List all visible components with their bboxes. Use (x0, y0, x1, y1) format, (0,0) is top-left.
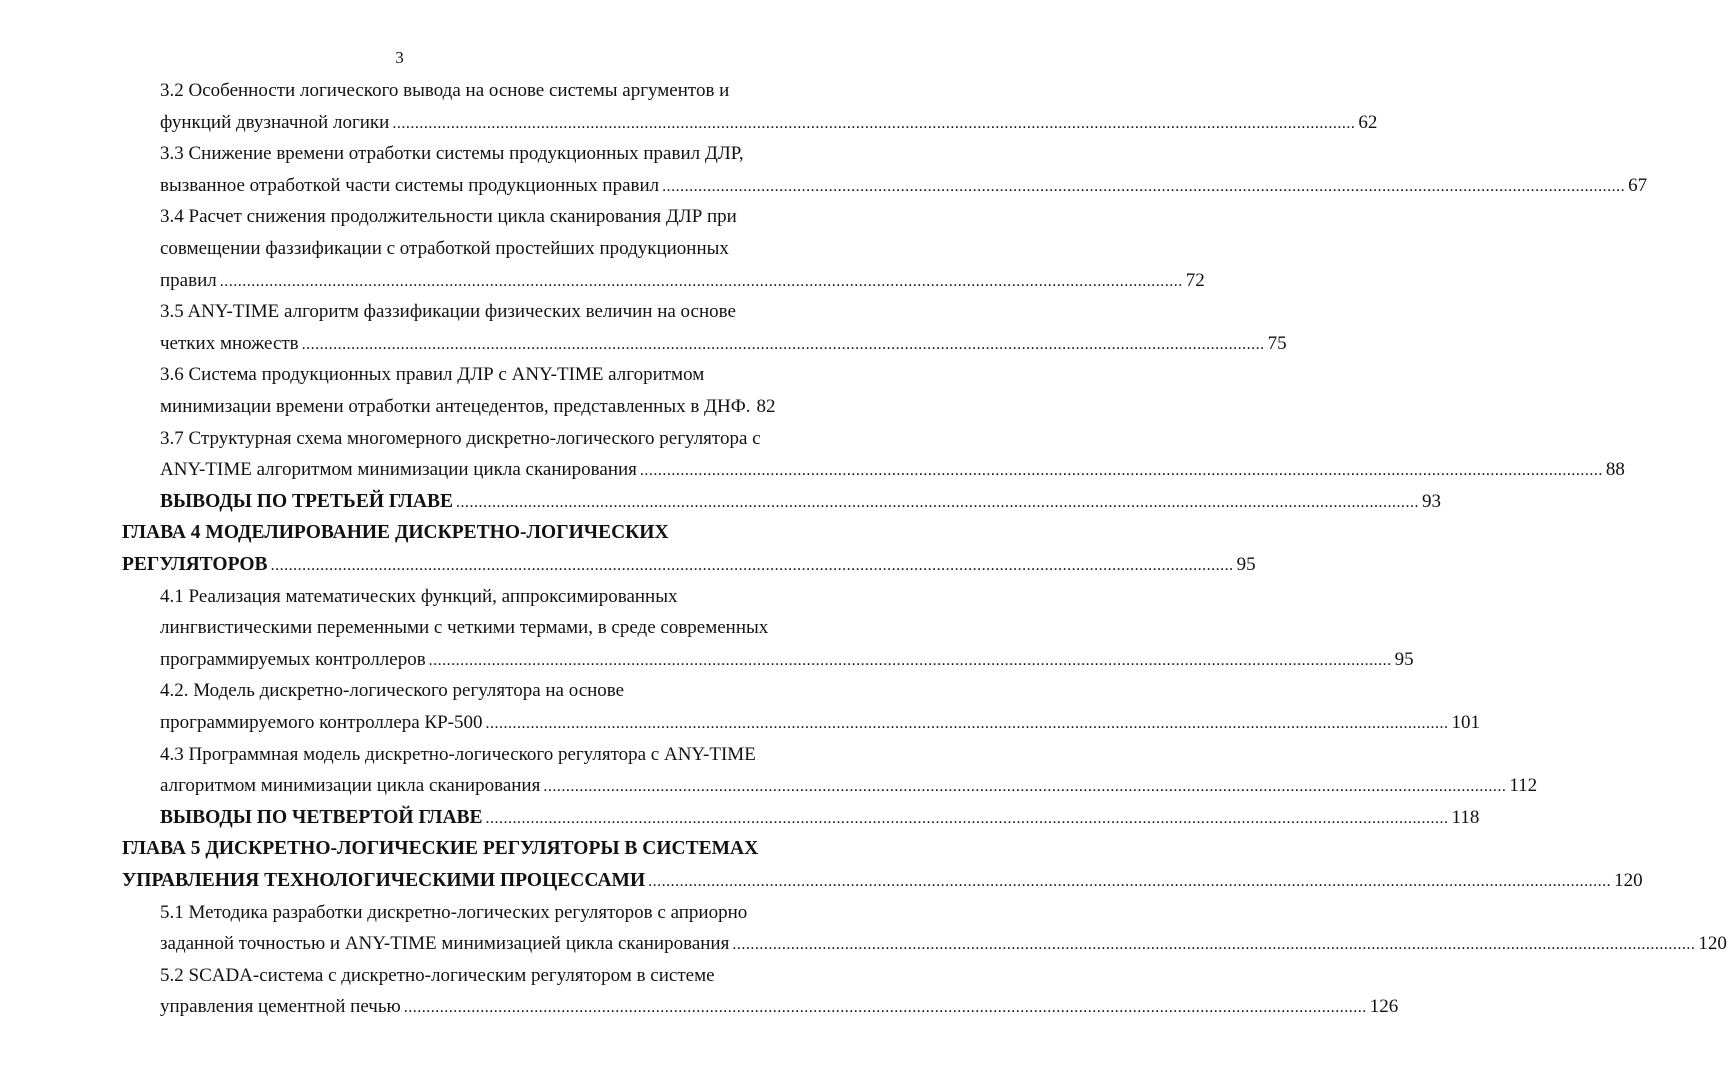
toc-entry-title: программируемых контроллеров (160, 649, 426, 670)
toc-page-number: 88 (1605, 459, 1625, 480)
toc-dot-leader: ...................................................................................................................................................................................................................... (639, 462, 1603, 479)
toc-entry-title: ВЫВОДЫ ПО ЧЕТВЕРТОЙ ГЛАВЕ (160, 807, 483, 828)
toc-dot-leader: ...................................................................................................................................................................................................................... (301, 336, 1265, 353)
toc-entry-title: ГЛАВА 5 ДИСКРЕТНО-ЛОГИЧЕСКИЕ РЕГУЛЯТОРЫ В СИСТЕМАХ (122, 838, 759, 859)
toc-entry-line (160, 454, 1625, 485)
toc-entry-title: 3.5 ANY-TIME алгоритм фаззификации физических величин на основе (160, 301, 736, 322)
toc-entry-title: правил (160, 270, 217, 291)
toc-page-number: 82 (756, 396, 776, 417)
toc-entry-title: функций двузначной логики (160, 112, 390, 133)
toc-page-number: 120 (1614, 870, 1643, 891)
toc-entry-line (160, 423, 761, 454)
toc-dot-leader: ...................................................................................................................................................................................................................... (455, 494, 1419, 511)
toc-page-number: 101 (1451, 712, 1480, 733)
toc-entry-line (160, 391, 776, 422)
toc-entry-title: управления цементной печью (160, 996, 401, 1017)
toc-heading-line (122, 833, 758, 864)
toc-heading-line (122, 517, 669, 548)
toc-entry-title: программируемого контроллера КР-500 (160, 712, 483, 733)
toc-entry-line (160, 644, 1414, 675)
toc-entry-line (160, 770, 1538, 801)
toc-page-number: 72 (1185, 270, 1205, 291)
toc-entry-line (160, 75, 729, 106)
toc-entry-title: вызванное отработкой части системы продукционных правил (160, 175, 660, 196)
toc-page-number: 67 (1628, 175, 1648, 196)
toc-dot-leader: ...................................................................................................................................................................................................................... (485, 715, 1449, 732)
toc-entry-line (160, 107, 1378, 138)
toc-entry-line (160, 960, 715, 991)
toc-entry-line (160, 581, 677, 612)
toc-heading-line (122, 549, 1256, 580)
toc-entry-line (160, 612, 768, 643)
toc-entry-line (160, 897, 747, 928)
toc-dot-leader: ...................................................................................................................................................................................................................... (648, 873, 1612, 890)
toc-page-number: 95 (1394, 649, 1414, 670)
toc-entry-title: четких множеств (160, 333, 299, 354)
toc-entry-line (160, 170, 1648, 201)
toc-page-number: 126 (1369, 996, 1399, 1017)
toc-heading-line (122, 865, 1643, 896)
toc-entry-title: ВЫВОДЫ ПО ТРЕТЬЕЙ ГЛАВЕ (160, 491, 453, 512)
toc-entry-line (160, 739, 756, 770)
toc-entry-title: алгоритмом минимизации цикла сканирования (160, 775, 541, 796)
toc-dot-leader: ...................................................................................................................................................................................................................... (270, 557, 1234, 574)
toc-entry-title: ANY-TIME алгоритмом минимизации цикла сканирования (160, 459, 637, 480)
toc-entry-line (160, 201, 737, 232)
toc-entry-line (160, 991, 1399, 1022)
toc-entry-line (160, 359, 704, 390)
toc-page-number: 118 (1451, 807, 1480, 828)
toc-entry-line (160, 233, 729, 264)
toc-entry-title: минимизации времени отработки антецедентов, представленных в ДНФ. (160, 396, 751, 417)
toc-entry-line (160, 675, 624, 706)
toc-entry-title: 5.1 Методика разработки дискретно-логических регуляторов с априорно (160, 902, 748, 923)
toc-entry-title: 4.1 Реализация математических функций, аппроксимированных (160, 586, 678, 607)
toc-entry-title: 4.3 Программная модель дискретно-логического регулятора с ANY-TIME (160, 744, 756, 765)
toc-heading-line (160, 802, 1480, 833)
toc-entry-title: 3.7 Структурная схема многомерного дискретно-логического регулятора с (160, 428, 761, 449)
toc-entry-title: РЕГУЛЯТОРОВ (122, 554, 268, 575)
toc-page-number: 95 (1236, 554, 1256, 575)
toc-dot-leader: ...................................................................................................................................................................................................................... (428, 652, 1392, 669)
toc-entry-line (160, 928, 1727, 959)
toc-page-number: 112 (1509, 775, 1538, 796)
toc-dot-leader: ...................................................................................................................................................................................................................... (485, 810, 1449, 827)
toc-dot-leader: ...................................................................................................................................................................................................................... (543, 778, 1507, 795)
toc-dot-leader: ...................................................................................................................................................................................................................... (392, 115, 1356, 132)
toc-heading-line (160, 486, 1441, 517)
toc-entry-title: 3.4 Расчет снижения продолжительности цикла сканирования ДЛР при (160, 206, 737, 227)
toc-page-number: 93 (1421, 491, 1441, 512)
toc-dot-leader: ...................................................................................................................................................................................................................... (662, 178, 1626, 195)
toc-entry-title: 3.2 Особенности логического вывода на основе системы аргументов и (160, 80, 730, 101)
toc-entry-title: 4.2. Модель дискретно-логического регулятора на основе (160, 680, 625, 701)
toc-entry-line (160, 265, 1205, 296)
toc-dot-leader: ...................................................................................................................................................................................................................... (732, 936, 1696, 953)
toc-entry-title: 3.6 Система продукционных правил ДЛР с ANY-TIME алгоритмом (160, 364, 705, 385)
toc-dot-leader: ...................................................................................................................................................................................................................... (219, 273, 1183, 290)
toc-entry-title: УПРАВЛЕНИЯ ТЕХНОЛОГИЧЕСКИМИ ПРОЦЕССАМИ (122, 870, 646, 891)
toc-entry-line (160, 138, 744, 169)
toc-page-number: 75 (1267, 333, 1287, 354)
toc-page-number: 62 (1358, 112, 1378, 133)
toc-entry-title: лингвистическими переменными с четкими термами, в среде современных (160, 617, 769, 638)
toc-entry-line (160, 707, 1480, 738)
toc-entry-title: совмещении фаззификации с отработкой простейших продукционных (160, 238, 729, 259)
toc-entry-title: ГЛАВА 4 МОДЕЛИРОВАНИЕ ДИСКРЕТНО-ЛОГИЧЕСКИХ (122, 522, 669, 543)
page-number: 3 (395, 48, 404, 67)
toc-entry-title: 3.3 Снижение времени отработки системы продукционных правил ДЛР, (160, 143, 744, 164)
toc-page-number: 120 (1698, 933, 1727, 954)
toc-entry-title: 5.2 SCADA-система с дискретно-логическим регулятором в системе (160, 965, 715, 986)
toc-entry-line (160, 328, 1287, 359)
toc-entry-line (160, 296, 736, 327)
toc-entry-title: заданной точностью и ANY-TIME минимизацией цикла сканирования (160, 933, 730, 954)
toc-dot-leader: ...................................................................................................................................................................................................................... (403, 999, 1367, 1016)
